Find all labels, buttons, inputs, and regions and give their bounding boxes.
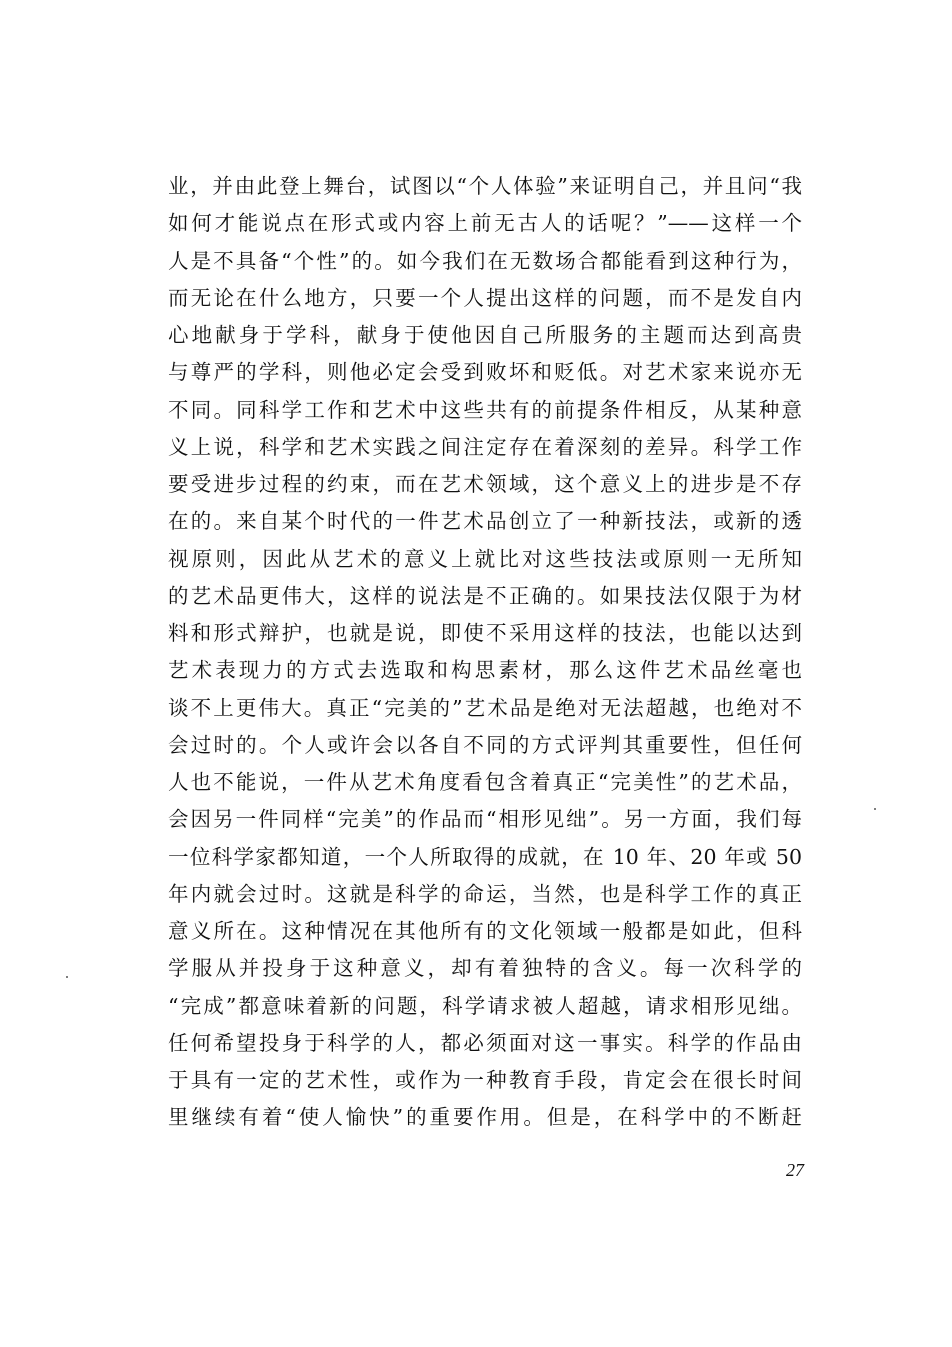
text-line: 的艺术品更伟大，这样的说法是不正确的。如果技法仅限于为材 (168, 583, 802, 608)
text-line: 学服从并投身于这种意义，却有着独特的含义。每一次科学的 (168, 956, 802, 981)
text-line: 义上说，科学和艺术实践之间注定存在着深刻的差异。科学工作 (168, 434, 802, 459)
text-line: 里继续有着“使人愉快”的重要作用。但是，在科学中的不断赶 (168, 1105, 802, 1130)
text-line: 要受进步过程的约束，而在艺术领域，这个意义上的进步是不存 (168, 472, 802, 496)
text-line: “完成”都意味着新的问题，科学请求被人超越，请求相形见绌。 (168, 993, 802, 1018)
scan-speck (66, 976, 68, 978)
text-line: 人是不具备“个性”的。如今我们在无数场合都能看到这种行为， (168, 248, 802, 273)
body-text (168, 168, 802, 1137)
text-line: 料和形式辩护，也就是说，即使不采用这样的技法，也能以达到 (168, 621, 802, 645)
text-line: 人也不能说，一件从艺术角度看包含着真正“完美性”的艺术品， (168, 770, 802, 794)
text-line: 会过时的。个人或许会以各自不同的方式评判其重要性，但任何 (168, 732, 802, 757)
text-line: 谈不上更伟大。真正“完美的”艺术品是绝对无法超越，也绝对不 (168, 695, 802, 720)
text-line: 与尊严的学科，则他必定会受到败坏和贬低。对艺术家来说亦无 (168, 360, 802, 385)
text-line: 如何才能说点在形式或内容上前无古人的话呢？”——这样一个 (168, 211, 802, 236)
page-number: 27 (786, 1160, 804, 1180)
text-line: 艺术表现力的方式去选取和构思素材，那么这件艺术品丝毫也 (168, 658, 802, 683)
text-line: 心地献身于学科，献身于使他因自己所服务的主题而达到高贵 (168, 323, 802, 347)
scan-speck (874, 808, 876, 810)
text-line: 一位科学家都知道，一个人所取得的成就，在 10 年、20 年或 50 (168, 844, 802, 869)
text-line: 业，并由此登上舞台，试图以“个人体验”来证明自己，并且问“我 (168, 174, 802, 198)
text-line: 意义所在。这种情况在其他所有的文化领域一般都是如此，但科 (168, 919, 802, 943)
text-line: 于具有一定的艺术性，或作为一种教育手段，肯定会在很长时间 (168, 1068, 802, 1092)
text-line: 会因另一件同样“完美”的作品而“相形见绌”。另一方面，我们每 (168, 807, 802, 832)
text-line: 视原则，因此从艺术的意义上就比对这些技法或原则一无所知 (168, 546, 802, 571)
text-line: 任何希望投身于科学的人，都必须面对这一事实。科学的作品由 (168, 1030, 802, 1055)
text-line: 年内就会过时。这就是科学的命运，当然，也是科学工作的真正 (168, 881, 802, 906)
text-line: 在的。来自某个时代的一件艺术品创立了一种新技法，或新的透 (168, 509, 802, 534)
text-line: 而无论在什么地方，只要一个人提出这样的问题，而不是发自内 (168, 285, 802, 310)
text-line: 不同。同科学工作和艺术中这些共有的前提条件相反，从某种意 (168, 397, 802, 422)
